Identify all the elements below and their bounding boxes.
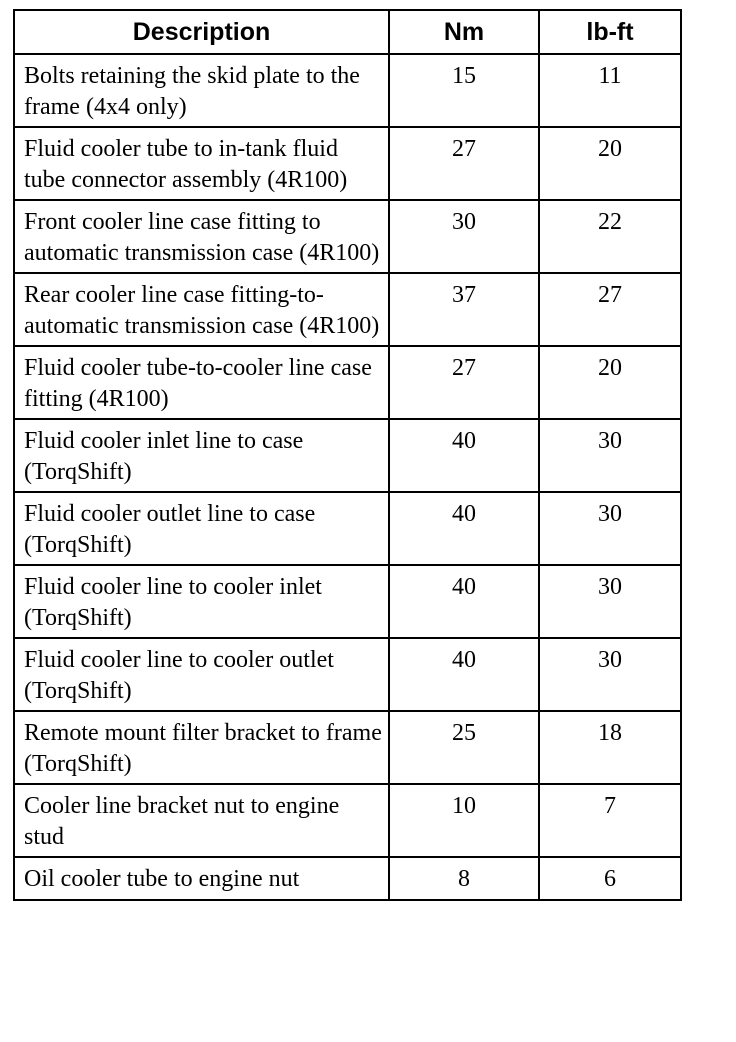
row-nm: 40	[389, 638, 539, 711]
row-nm: 25	[389, 711, 539, 784]
row-lbft: 11	[539, 54, 681, 127]
row-nm: 37	[389, 273, 539, 346]
torque-spec-table	[13, 9, 682, 901]
row-description: Fluid cooler tube to in-tank fluid tube connector assembly (4R100)	[14, 127, 389, 200]
header-row	[14, 10, 681, 54]
row-lbft: 6	[539, 857, 681, 900]
row-description: Front cooler line case fitting to automatic transmission case (4R100)	[14, 200, 389, 273]
table-row	[14, 565, 681, 638]
row-nm: 10	[389, 784, 539, 857]
row-nm: 40	[389, 492, 539, 565]
row-description: Rear cooler line case fitting-to-automatic transmission case (4R100)	[14, 273, 389, 346]
table-header	[14, 10, 681, 54]
header-nm: Nm	[389, 10, 539, 54]
row-description: Fluid cooler line to cooler outlet (TorqShift)	[14, 638, 389, 711]
row-lbft: 18	[539, 711, 681, 784]
row-description: Cooler line bracket nut to engine stud	[14, 784, 389, 857]
row-nm: 15	[389, 54, 539, 127]
table-row	[14, 711, 681, 784]
header-description: Description	[14, 10, 389, 54]
row-nm: 8	[389, 857, 539, 900]
row-lbft: 30	[539, 565, 681, 638]
table-row	[14, 638, 681, 711]
row-description: Fluid cooler inlet line to case (TorqShift)	[14, 419, 389, 492]
row-lbft: 30	[539, 638, 681, 711]
row-lbft: 20	[539, 127, 681, 200]
row-description: Fluid cooler tube-to-cooler line case fitting (4R100)	[14, 346, 389, 419]
table-body	[14, 54, 681, 900]
row-nm: 40	[389, 419, 539, 492]
table-row	[14, 127, 681, 200]
row-description: Bolts retaining the skid plate to the frame (4x4 only)	[14, 54, 389, 127]
row-nm: 30	[389, 200, 539, 273]
table-row	[14, 784, 681, 857]
table-row	[14, 346, 681, 419]
row-nm: 27	[389, 127, 539, 200]
row-lbft: 22	[539, 200, 681, 273]
table-row	[14, 54, 681, 127]
row-nm: 27	[389, 346, 539, 419]
row-description: Oil cooler tube to engine nut	[14, 857, 389, 900]
row-description: Remote mount filter bracket to frame (TorqShift)	[14, 711, 389, 784]
row-nm: 40	[389, 565, 539, 638]
row-lbft: 20	[539, 346, 681, 419]
row-lbft: 27	[539, 273, 681, 346]
table-row	[14, 492, 681, 565]
table-row	[14, 419, 681, 492]
header-lbft: lb-ft	[539, 10, 681, 54]
row-description: Fluid cooler outlet line to case (TorqShift)	[14, 492, 389, 565]
table-row	[14, 857, 681, 900]
table-row	[14, 200, 681, 273]
row-lbft: 30	[539, 419, 681, 492]
row-lbft: 30	[539, 492, 681, 565]
row-description: Fluid cooler line to cooler inlet (TorqShift)	[14, 565, 389, 638]
row-lbft: 7	[539, 784, 681, 857]
table-row	[14, 273, 681, 346]
